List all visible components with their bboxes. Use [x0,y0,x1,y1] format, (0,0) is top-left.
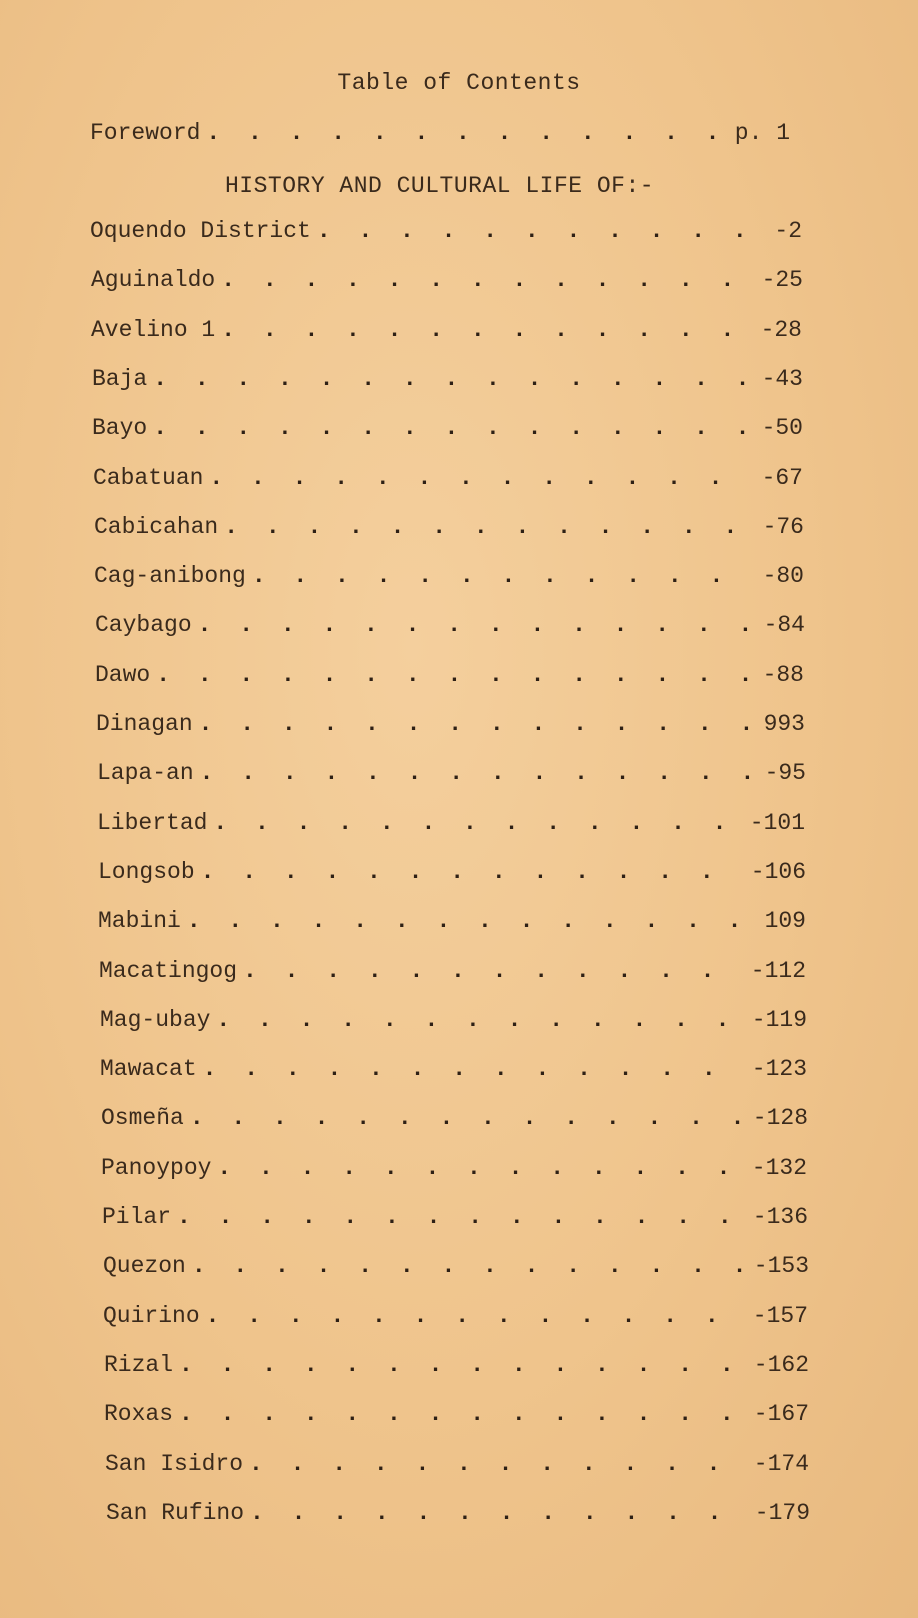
dot-leader [195,859,741,885]
toc-entry-page: -112 [750,958,806,984]
toc-entry [104,1352,809,1382]
toc-entry-page: -167 [753,1401,809,1427]
toc-entry-page: -101 [749,810,805,836]
toc-entry-label: San Isidro [105,1451,244,1477]
page-title: Table of Contents [337,70,581,96]
dot-leader [243,1451,744,1477]
toc-entry [100,1007,807,1037]
toc-entry-label: Mawacat [100,1056,197,1082]
dot-leader [197,1056,742,1082]
toc-entry-label: Quezon [103,1253,186,1279]
dot-leader [200,1303,743,1329]
toc-entry [103,1303,808,1333]
toc-entry-page: -76 [762,514,804,540]
toc-entry-page: 109 [764,908,806,934]
toc-entry [100,1056,807,1086]
toc-entry-label: Avelino 1 [91,317,216,343]
dot-leader [215,267,751,293]
toc-entry-label: Cabatuan [93,465,204,491]
toc-entry-label: Dinagan [96,711,193,737]
toc-entry-label: Mabini [98,908,181,934]
toc-entry-page: 993 [763,711,805,737]
toc-entry-label: Roxas [104,1401,174,1427]
dot-leader [181,908,755,934]
toc-entry-page: -25 [761,267,803,293]
toc-entry-page: -132 [751,1155,807,1181]
dot-leader [194,760,755,786]
toc-entry-label: Oquendo District [90,218,311,244]
toc-entry [96,711,805,741]
toc-entry [91,317,802,347]
dot-leader [173,1352,744,1378]
toc-entry-page: -128 [752,1105,808,1131]
dot-leader [173,1401,744,1427]
dot-leader [218,514,752,540]
toc-entry-page: -162 [753,1352,809,1378]
toc-entry [106,1500,810,1530]
toc-entry-label: Rizal [104,1352,174,1378]
dot-leader [186,1253,744,1279]
toc-entry [104,1401,809,1431]
toc-entry [103,1253,809,1283]
toc-entry-label: Libertad [97,810,208,836]
toc-entry-label: Panoypoy [101,1155,212,1181]
toc-entry-label: Longsob [98,859,195,885]
toc-entry-page: -2 [774,218,802,244]
toc-entry [101,1105,808,1135]
dot-leader [147,415,751,441]
toc-entry-page: -123 [751,1056,807,1082]
toc-entry [94,514,804,544]
toc-entry-page: -28 [760,317,802,343]
dot-leader [215,317,750,343]
toc-entry [102,1204,808,1234]
toc-entry-page: -50 [761,415,803,441]
toc-entry [101,1155,807,1185]
dot-leader [246,563,753,589]
toc-entry-page: -157 [752,1303,808,1329]
toc-entry-label: Macatingog [99,958,238,984]
toc-entry [90,218,802,248]
toc-entry-foreword [90,120,790,150]
dot-leader [150,662,752,688]
toc-entry-page: -179 [754,1500,810,1526]
toc-entry-label: San Rufino [106,1500,245,1526]
toc-entry [92,366,803,396]
toc-entry-label: Pilar [102,1204,172,1230]
dot-leader [311,218,765,244]
toc-entry-label: Caybago [95,612,192,638]
toc-entry-label: Lapa-an [97,760,194,786]
toc-entry-label: Quirino [103,1303,200,1329]
dot-leader [210,1007,741,1033]
toc-entry [94,563,804,593]
dot-leader [237,958,741,984]
toc-entry-label: Osmeña [101,1105,184,1131]
toc-entry-page: -43 [761,366,803,392]
toc-entry-page: -84 [763,612,805,638]
dot-leader [244,1500,745,1526]
toc-entry-label: Dawo [95,662,151,688]
dot-leader [192,612,754,638]
section-heading: HISTORY AND CULTURAL LIFE OF:- [225,173,655,199]
toc-entry [97,760,806,790]
dot-leader [147,366,751,392]
toc-entry-page: -88 [762,662,804,688]
dot-leader [193,711,754,737]
dot-leader [207,810,739,836]
toc-entry-label: Cag-anibong [94,563,246,589]
toc-entry-page: -67 [761,465,803,491]
toc-entry [99,958,806,988]
toc-entry-page: -153 [753,1253,809,1279]
toc-entry-label: Bayo [92,415,148,441]
toc-entry [98,859,806,889]
toc-entry-page: p. 1 [734,120,790,146]
toc-entry-page: -136 [752,1204,808,1230]
toc-entry [97,810,805,840]
dot-leader [211,1155,741,1181]
toc-entry [95,662,804,692]
dot-leader [200,120,724,146]
dot-leader [171,1204,743,1230]
dot-leader [203,465,751,491]
toc-entry-page: -106 [750,859,806,885]
toc-entry-label: Baja [92,366,148,392]
toc-entry [105,1451,809,1481]
toc-entry [98,908,806,938]
dot-leader [184,1105,743,1131]
toc-entry [93,465,803,495]
toc-entry-label: Mag-ubay [100,1007,211,1033]
toc-entry-label: Foreword [90,120,201,146]
toc-entry-page: -174 [753,1451,809,1477]
toc-entry-page: -119 [751,1007,807,1033]
toc-entry [92,415,803,445]
toc-entry-page: -80 [762,563,804,589]
toc-entry [91,267,803,297]
toc-entry [95,612,805,642]
toc-entry-label: Cabicahan [94,514,219,540]
toc-entry-label: Aguinaldo [91,267,216,293]
toc-entry-page: -95 [764,760,806,786]
